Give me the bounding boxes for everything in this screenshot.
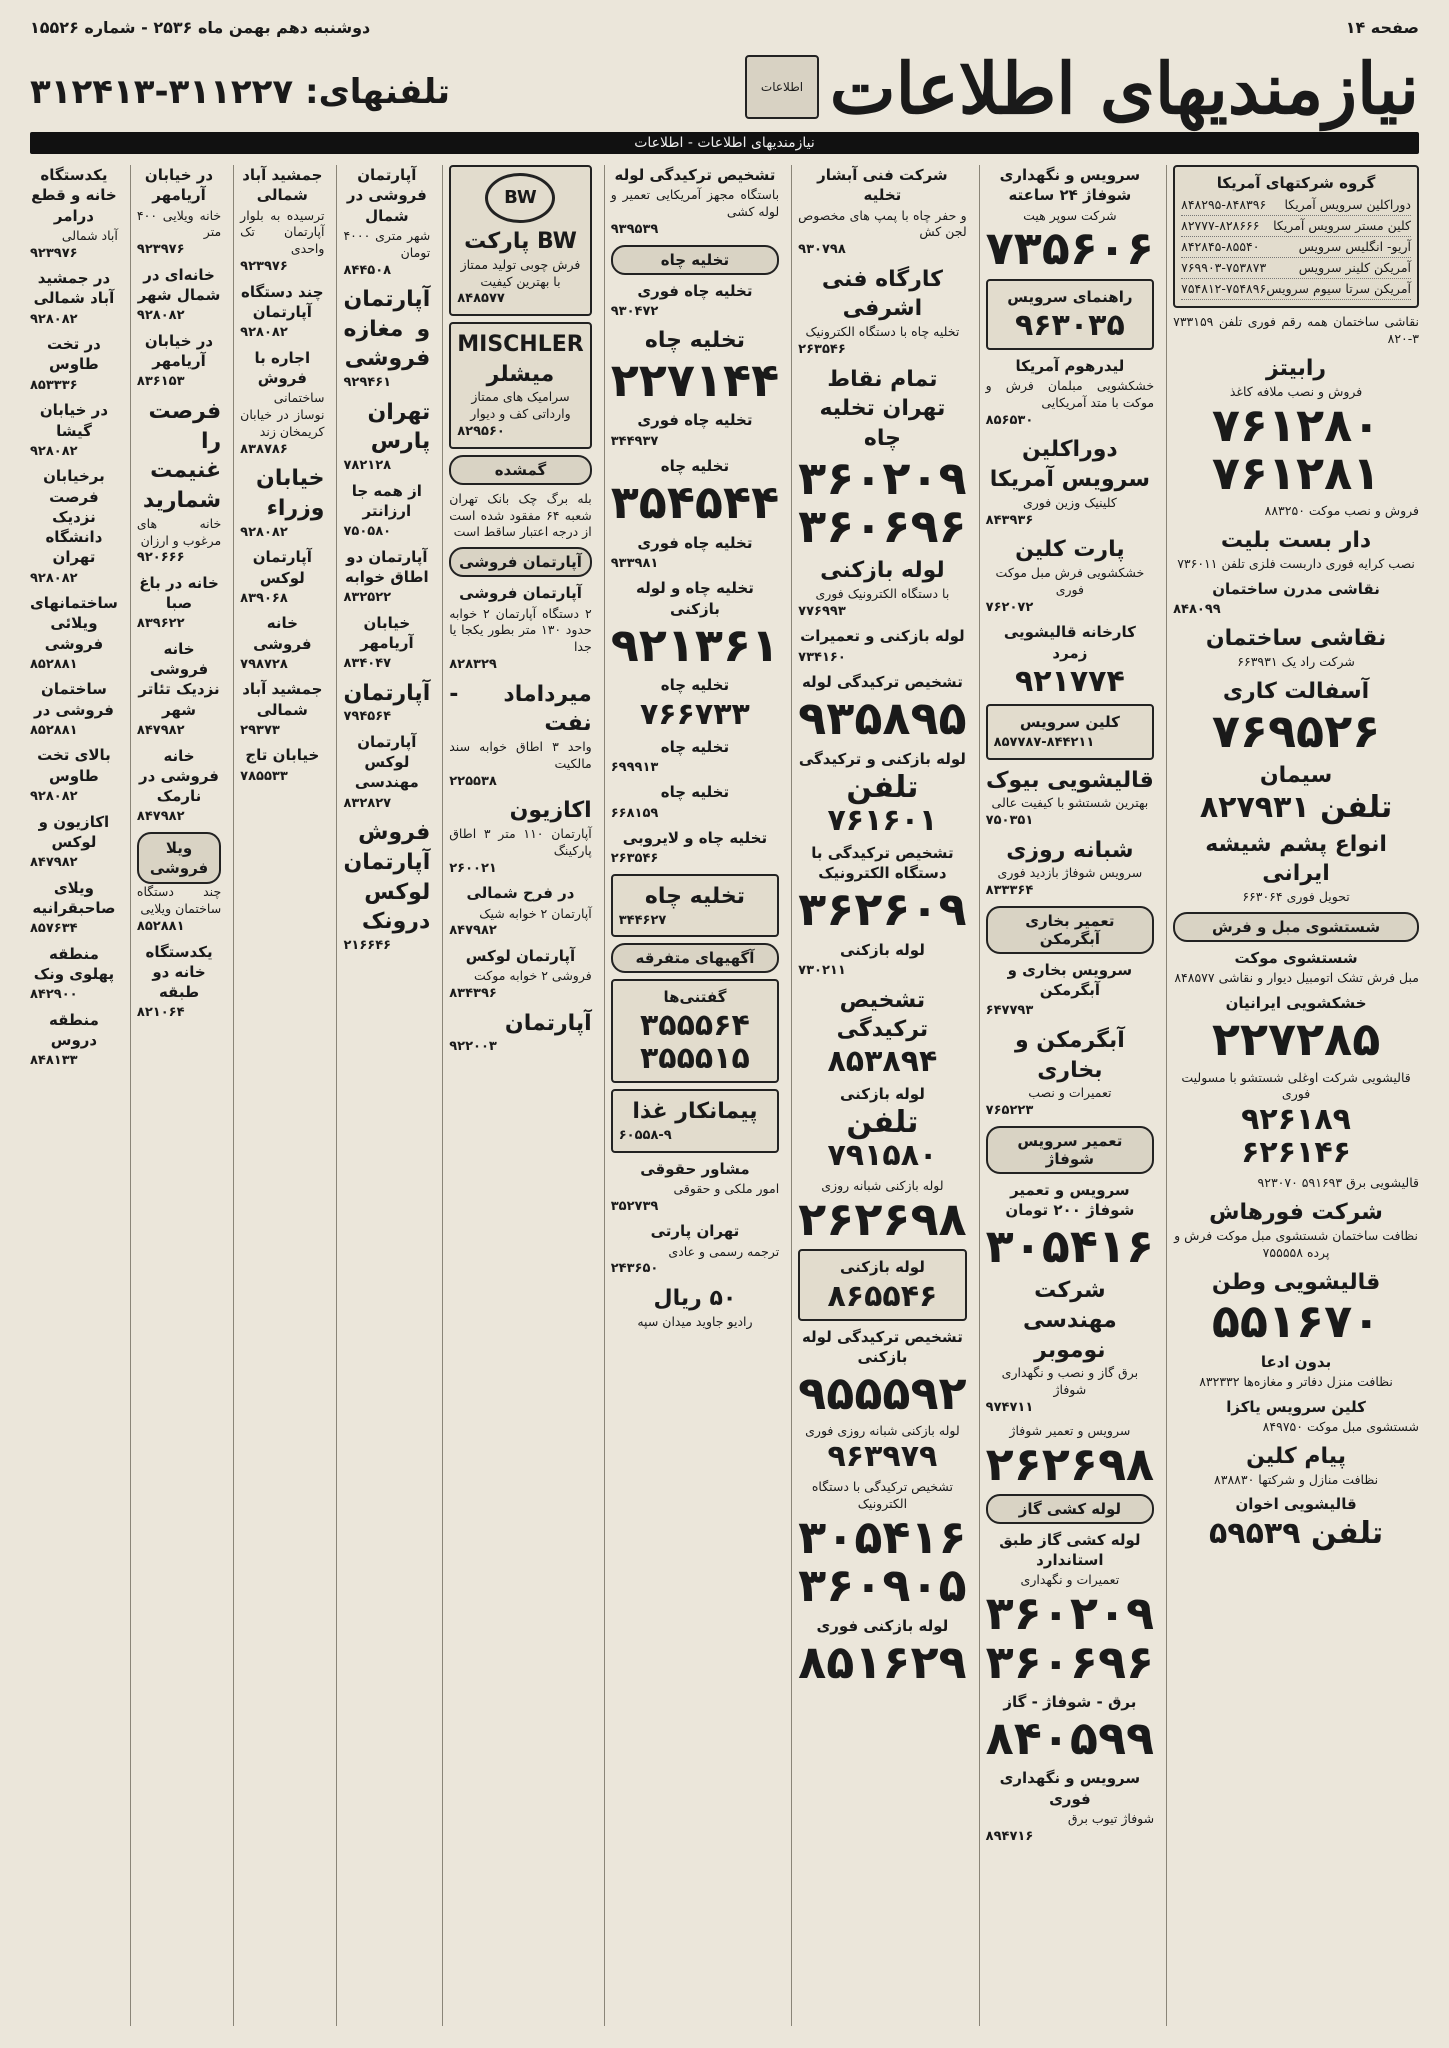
ad-zomorod: کارخانه قالیشویی زمرد ۹۲۱۷۷۴ [1003, 623, 1136, 699]
ad-above-takht: بالای تخت طاوس ۹۲۸۰۸۲ [29, 746, 111, 804]
ad-iranian-drycleaning: خشکشویی ایرانیان ۲۲۷۲۸۵ [1211, 994, 1381, 1067]
ad-mischler: MISCHLER میشلر سرامیک های ممتاز وارداتی کف و دیوار ۸۲۹۵۶۰ [449, 322, 591, 449]
ad-pipe-unclog-box: لوله بازکنی ۸۶۵۵۴۶ [798, 1249, 966, 1320]
ad-cheapest: از همه جا ارزانتر ۷۵۰۵۸۰ [343, 481, 422, 540]
ad-well-1: تخلیه چاه ۲۲۷۱۴۴ [610, 328, 780, 408]
ad-modern-painting: نقاشی مدرن ساختمان ۸۴۸۰۹۹ [1173, 579, 1380, 617]
column-6 [336, 165, 436, 2026]
ad-scaffold: دار بست بلیت نصب کرایه فوری داربست فلزی تلفن ۷۳۶۰۱۱ [1177, 528, 1415, 571]
ad-part-clean: پارت کلین خشکشویی فرش مبل موکت فوری ۷۶۲۰۷۲ [985, 537, 1145, 615]
ad-apartment-2: آپارتمان ۹۲۲۰۰۳ [449, 1010, 592, 1055]
ad-several-apts: چند دستگاه آپارتمان ۹۲۸۰۸۲ [240, 282, 324, 341]
ad-well-3: تخلیه چاه ۷۶۶۷۳۳ [640, 676, 750, 732]
ad-leak-detect-2: تشخیص ترکیدگی ۸۵۳۸۹۴ [827, 987, 938, 1079]
list-item: کلین مستر سرویس آمریکا ۸۲۷۷۷-۸۲۸۶۶۶ [1181, 216, 1411, 237]
ad-building-painting: نقاشی ساختمان شرکت راد یک ۶۶۳۹۳۱ [1205, 626, 1387, 670]
ad-luxury-apt: آپارتمان لوکس فروشی ۲ خوابه موکت ۸۳۴۳۹۶ [449, 947, 592, 1002]
ad-24h-unclog: لوله بازکنی شبانه روزی ۲۶۲۶۹۸ [798, 1178, 967, 1247]
column-5 [442, 165, 597, 2026]
ad-rent-sale: اجاره با فروش ساختمانی نوساز در خیابان کریمخان زند ۸۳۸۷۸۶ [240, 348, 325, 457]
ad-house-sale: خانه فروشی ۷۹۸۷۲۸ [240, 614, 312, 672]
section-banner: تخلیه چاه [611, 245, 779, 275]
ad-apt-shop: آپارتمان و مغازه فروشی ۹۲۹۴۶۱ [343, 287, 431, 391]
ad-water-heater: آبگرمکن و بخاری تعمیرات و نصب ۷۶۵۲۲۳ [985, 1027, 1125, 1119]
ad-tehranpars: تهران پارس ۷۸۲۱۲۸ [343, 399, 431, 474]
column-3 [791, 165, 972, 2026]
ad-leaderhome: لیدرهوم آمریکا خشکشویی مبلمان فرش و موکت با متد آمریکایی ۸۵۶۵۳۰ [985, 356, 1155, 428]
ad-opportunity: فرصت را غنیمت شمارید خانه های مرغوب و ارزان ۹۲۰۶۶۶ [136, 398, 222, 566]
ad-two-storey: یکدستگاه خانه دو طبقه ۸۲۱۰۶۴ [136, 942, 213, 1021]
ad-pipe-unclog-2: لوله بازکنی و ترکیدگی تلفن ۷۶۱۶۰۱ [798, 749, 966, 838]
section-banner: تعمیر بخاری آبگرمکن [986, 906, 1154, 954]
ad-electronic-leak: تشخیص ترکیدگی با دستگاه الکترونیک ۳۰۵۴۱۶ ۳۶۰۹۰۵ [798, 1479, 967, 1613]
issue-line [30, 14, 1419, 40]
ad-carpet: فروش و نصب موکت ۸۸۳۲۵۰ [1264, 503, 1419, 519]
ad-rug-wash: قالیشویی شرکت اوغلی شستشو با مسولیت فوری ۹۲۶۱۸۹ ۶۲۶۱۴۶ [1181, 1069, 1411, 1171]
ad-american-group [1173, 165, 1419, 308]
ad-night-unclog: لوله بازکنی شبانه روزی فوری ۹۶۳۹۷۹ [805, 1423, 960, 1475]
ad-well-box: تخلیه چاه ۳۴۴۶۲۷ [611, 874, 779, 937]
column-7 [233, 165, 330, 2026]
ad-title: گروه شرکتهای آمریکا [1216, 174, 1376, 192]
ad-villas: ساختمانهای ویلائی فروشی ۸۵۲۸۸۱ [29, 594, 118, 672]
ad-occasion-lux: اکازیون و لوکس ۸۴۷۹۸۲ [29, 812, 110, 870]
ad-no-claim: بدون ادعا نظافت منزل دفاتر و مغازه‌ها ۸۳۲۳۳۲ [1199, 1352, 1393, 1389]
ad-house-plot: یکدستگاه خانه و قطع درامر آباد شمالی ۹۲۳۹۷۶ [29, 166, 118, 261]
ad-theater-house: خانه فروشی نزدیک تئاتر شهر ۸۴۷۹۸۲ [136, 639, 220, 738]
ad-super-heat: سرویس و نگهداری شوفاژ ۲۴ ساعته شرکت سوپر هیت ۷۳۵۶۰۶ [985, 166, 1155, 276]
ad-maintenance: سرویس و نگهداری فوری شوفاژ تیوب برق ۸۹۴۷۱۶ [985, 1769, 1155, 1844]
ad-pipe-unclog-3: لوله بازکنی ۷۳۰۲۱۱ [798, 940, 925, 978]
ad-aryamehr: خیابان آریامهر ۸۳۴۰۴۷ [343, 613, 414, 672]
issue-date: دوشنبه دهم بهمن ماه ۲۵۳۶ - شماره ۱۵۵۲۶ [30, 17, 371, 37]
ad-takht-tavous: در تخت طاوس ۸۵۳۳۳۶ [29, 335, 101, 393]
ad-darrous: فروش آپارتمان لوکس درونک ۲۱۶۶۴۶ [343, 820, 431, 953]
ad-yakza: کلین سرویس یاکزا شستشوی مبل موکت ۸۴۹۷۵۰ [1226, 1397, 1419, 1434]
column-1 [1166, 165, 1425, 2026]
ad-north-house: خانه‌ای در شمال شهر ۹۲۸۰۸۲ [136, 265, 221, 324]
ad-heating-200: سرویس و تعمیر شوفاژ ۲۰۰ تومان ۳۰۵۴۱۶ [985, 1180, 1155, 1274]
ad-lost-cheque: بله برگ چک بانک تهران شعبه ۶۴ مفقود شده است از درجه اعتبار ساقط است [449, 490, 592, 540]
ad-well-5: تخلیه چاه ۶۶۸۱۵۹ [610, 783, 730, 821]
section-banner: آگهیهای متفرقه [611, 943, 779, 973]
newspaper-logo: اطلاعات [745, 55, 819, 119]
bw-logo-icon: BW [485, 173, 555, 223]
ad-vanak: منطقه پهلوی ونک ۸۴۲۹۰۰ [29, 944, 115, 1003]
ad-saheb: ویلای صاحبقرانیه ۸۵۷۶۳۴ [29, 878, 116, 937]
ad-well-4: تخلیه چاه ۶۹۹۹۱۳ [610, 737, 730, 775]
ad-rug-wash-2: قالیشویی برق ۵۹۱۶۹۳ ۹۲۳۰۷۰ [1257, 1175, 1419, 1191]
ad-rabitz: رابیتز فروش و نصب ملافه کاغذ ۷۶۱۲۸۰ ۷۶۱۲۸۱ [1211, 356, 1381, 500]
ad-occasion: اکازیون آپارتمان ۱۱۰ متر ۳ اطاق پارکینگ ۲۶۰۰۲۱ [449, 798, 592, 876]
column-4 [604, 165, 785, 2026]
column-2 [979, 165, 1160, 2026]
ad-pipe-unclog-4: لوله بازکنی تلفن ۷۹۱۵۸۰ [827, 1084, 938, 1174]
ad-carpet-wash: شستشوی موکت مبل فرش تشک اتومبیل دیوار و نقاشی ۸۴۸۵۷۷ [1174, 948, 1419, 986]
ad-pipe-unclog: لوله بازکنی با دستگاه الکترونیک فوری ۷۷۶۹۹۳ [798, 558, 950, 619]
ad-bw-parquet: BW BW پارکت فرش چوبی تولید ممتاز با بهترین کیفیت ۸۴۸۵۷۷ [449, 165, 591, 316]
ad-apartment: آپارتمان ۷۹۴۵۶۴ [343, 680, 431, 725]
ad-electronic-detect: تشخیص ترکیدگی با دستگاه الکترونیک ۳۶۲۶۰۹ [798, 843, 967, 937]
ad-well-2: تخلیه چاه ۳۵۴۵۴۴ [610, 457, 780, 530]
ad-gisha: در خیابان گیشا ۹۲۸۰۸۲ [29, 401, 109, 459]
ad-jamshidabad: جمشید آباد شمالی ترسیده به بلوار آپارتمان تک واحدی ۹۲۳۹۷۶ [240, 166, 325, 275]
masthead-band: نیازمندیهای اطلاعات - اطلاعات [30, 132, 1419, 154]
ad-electric-heating: برق - شوفاژ - گاز ۸۴۰۵۹۹ [985, 1692, 1155, 1766]
ad-well-fast-3: تخلیه چاه فوری ۹۳۳۹۸۱ [610, 533, 753, 571]
ad-gas-piping: لوله کشی گاز طبق استاندارد تعمیرات و نگهداری ۳۶۰۲۰۹ ۳۶۰۶۹۶ [985, 1530, 1155, 1689]
list-item: دوراکلین سرویس آمریکا ۸۴۸۲۹۵-۸۴۸۳۹۶ [1181, 195, 1411, 216]
ad-tehran-well: تمام نقاط تهران تخلیه چاه ۳۶۰۲۰۹ ۳۶۰۶۹۶ [798, 366, 967, 553]
section-banner: لوله کشی گاز [986, 1494, 1154, 1524]
list-item: آمریکن کلینر سرویس ۷۶۹۹۰۳-۷۵۳۸۷۳ [1181, 258, 1411, 279]
ad-payam-clean: پیام کلین نظافت منازل و شرکتها ۸۳۸۸۳۰ [1214, 1443, 1379, 1487]
ad-biouk: قالیشویی بیوک بهترین شستشو با کیفیت عالی ۷۵۰۳۵۱ [985, 767, 1154, 829]
ad-heater-service: سرویس بخاری و آبگرمکن ۶۴۷۷۹۳ [985, 960, 1133, 1019]
ad-asphalt: آسفالت کاری ۷۶۹۵۲۶ [1211, 678, 1381, 758]
ad-eng-apt: آپارتمان لوکس مهندسی ۸۳۲۸۲۷ [343, 732, 419, 811]
ad-university: برخیابان فرصت نزدیک دانشگاه تهران ۹۲۸۰۸۲ [29, 467, 105, 586]
ad-radio-javid: ۵۰ ریال رادیو جاوید میدان سپه [637, 1285, 753, 1329]
ad-narmak: خانه فروشی در نارمک ۸۴۷۹۸۲ [136, 746, 220, 825]
ad-heating-repair: سرویس و تعمیر شوفاژ ۲۶۲۶۹۸ [985, 1422, 1155, 1491]
ad-clean-service: کلین سرویس ۸۵۷۷۸۷-۸۴۴۲۱۱ [986, 704, 1154, 760]
ad-well-fast-2: تخلیه چاه فوری ۳۴۴۹۳۷ [610, 411, 753, 449]
ad-vatan: قالیشویی وطن ۵۵۱۶۷۰ [1211, 1269, 1381, 1349]
ad-leak-unclog: تشخیص ترکیدگی لوله بازکنی ۹۵۵۵۹۲ [798, 1327, 967, 1421]
ad-food-contractor: پیمانکار غذا ۶۰۵۵۸-۹ [611, 1089, 779, 1152]
page-number: صفحه ۱۴ [1345, 17, 1419, 37]
ad-leak-detect: تشخیص ترکیدگی لوله ۹۳۵۸۹۵ [798, 673, 967, 746]
list-item: آمریکن سرتا سیوم سرویس ۷۵۴۸۱۲-۷۵۴۸۹۶ [1181, 279, 1411, 300]
ad-duraclean: دوراکلین سرویس آمریکا کلینیک وزین فوری ۸۴۳۹۳۶ [985, 437, 1150, 528]
ad-painting: نقاشی ساختمان همه رقم فوری تلفن ۷۳۳۱۵۹ ۳-۸۲۰ [1173, 314, 1419, 347]
section-banner: تعمیر سرویس شوفاژ [986, 1126, 1154, 1174]
ad-jamshidabad-2: جمشید آباد شمالی ۲۹۳۷۳ [240, 680, 323, 738]
list-item: آریو- انگلیس سرویس ۸۴۲۸۴۵-۸۵۵۴۰ [1181, 237, 1411, 258]
ad-fast-unclog: لوله بازکنی فوری ۸۵۱۶۲۹ [798, 1616, 967, 1689]
ad-aryamehr-villa: در خیابان آریامهر خانه ویلایی ۴۰۰ متر ۹۲۳۹۷۶ [136, 166, 222, 258]
ad-ashrafi: کارگاه فنی اشرفی تخلیه چاه با دستگاه الکترونیک ۲۶۳۵۴۶ [798, 266, 960, 358]
ad-vozara: خیابان وزراء ۹۲۸۰۸۲ [240, 466, 325, 540]
ad-glass-wool: انواع پشم شیشه ایرانی تحویل فوری ۶۶۳۰۶۴ [1205, 831, 1387, 904]
ad-apartment-1: آپارتمان فروشی ۲ دستگاه آپارتمان ۲ خوابه حدود ۱۳۰ متر بطور یکجا یا جدا ۸۲۸۳۲۹ [449, 584, 592, 673]
page-header [0, 0, 1449, 160]
ad-akhavan: قالیشویی اخوان تلفن ۵۹۵۳۹ [1209, 1495, 1384, 1551]
ad-2br-apt: آپارتمان دو اطاق خوابه ۸۳۲۵۲۲ [343, 547, 429, 606]
section-banner: شستشوی مبل و فرش [1173, 912, 1419, 942]
ad-apt-north: آپارتمان فروشی در شمال شهر متری ۴۰۰۰ تومان ۸۴۴۵۰۸ [343, 166, 431, 278]
column-9 [24, 165, 124, 2026]
ad-forhash: شرکت فورهاش نظافت ساختمان شستشوی مبل موکت فرش و پرده ۷۵۵۵۵۸ [1174, 1200, 1418, 1260]
ad-darrous-2: منطقه دروس ۸۴۸۱۳۳ [29, 1010, 99, 1069]
ad-bagh-saba: خانه در باغ صبا ۸۳۹۶۲۲ [136, 573, 219, 632]
ad-luxury-apt-2: آپارتمان لوکس ۸۳۹۰۶۸ [240, 548, 312, 606]
ad-tehran-party: تهران پارتی ترجمه رسمی و عادی ۲۴۳۶۵۰ [610, 1222, 780, 1277]
ad-mirdamad: میرداماد - نفت واحد ۳ اطاق خوابه سند مالکیت ۲۲۵۵۳۸ [449, 681, 592, 789]
ad-service-guide: راهنمای سرویس ۹۶۳۰۳۵ [986, 279, 1154, 350]
section-banner: آپارتمان فروشی [449, 547, 591, 577]
ad-jamshidabad-3: در جمشید آباد شمالی ۹۲۸۰۸۲ [29, 269, 115, 327]
ad-24h: شبانه روزی سرویس شوفاژ بازدید فوری ۸۳۳۳۶۴ [985, 837, 1143, 899]
ad-taj: خیابان تاج ۷۸۵۵۳۳ [240, 746, 320, 784]
column-8 [130, 165, 227, 2026]
masthead-title: نیازمندیهای اطلاعات [829, 47, 1419, 130]
ad-well-unclog: تخلیه چاه و لوله بازکنی ۹۲۱۳۶۱ [610, 579, 780, 672]
ad-villa-sale: ویلا فروشی چند دستگاه ساختمان ویلایی ۸۵۲۸۸۱ [137, 832, 221, 936]
ad-well-dredge: تخلیه چاه و لایروبی ۲۶۳۵۴۶ [610, 829, 768, 867]
ad-pipe-repair: لوله بازکنی و تعمیرات ۷۳۴۱۶۰ [798, 627, 965, 665]
ad-well-fast: تخلیه چاه فوری ۹۳۰۴۷۲ [610, 281, 753, 319]
ad-aryamehr-2: در خیابان آریامهر ۸۳۶۱۵۳ [136, 331, 214, 390]
ad-leak-american: تشخیص ترکیدگی لوله باستگاه مجهز آمریکایی تعمیر و لوله کشی ۹۳۹۵۳۹ [610, 166, 780, 237]
ad-cement: سیمان تلفن ۸۲۷۹۳۱ [1199, 762, 1393, 825]
ad-abshar: شرکت فنی آبشار تخلیه و حفر چاه با پمپ های مخصوص لجن کش ۹۳۰۷۹۸ [798, 166, 967, 258]
ad-legal: مشاور حقوقی امور ملکی و حقوقی ۳۵۲۷۳۹ [610, 1159, 780, 1214]
section-banner: گمشده [449, 455, 591, 485]
ad-farah-north: در فرح شمالی آپارتمان ۲ خوابه شیک ۸۴۷۹۸۲ [449, 884, 592, 939]
masthead-phones: تلفنهای: ۳۱۱۲۲۷-۳۱۲۴۱۳ [30, 72, 450, 112]
ad-columns [24, 165, 1425, 2026]
ad-telephones: گفتنی‌ها ۳۵۵۵۶۴ ۳۵۵۵۱۵ [611, 979, 779, 1083]
ad-nomober: شرکت مهندسی نوموبر برق گاز و نصب و نگهداری شوفاژ ۹۷۴۷۱۱ [985, 1278, 1139, 1416]
ad-building-sale: ساختمان فروشی در ۸۵۲۸۸۱ [29, 680, 114, 738]
